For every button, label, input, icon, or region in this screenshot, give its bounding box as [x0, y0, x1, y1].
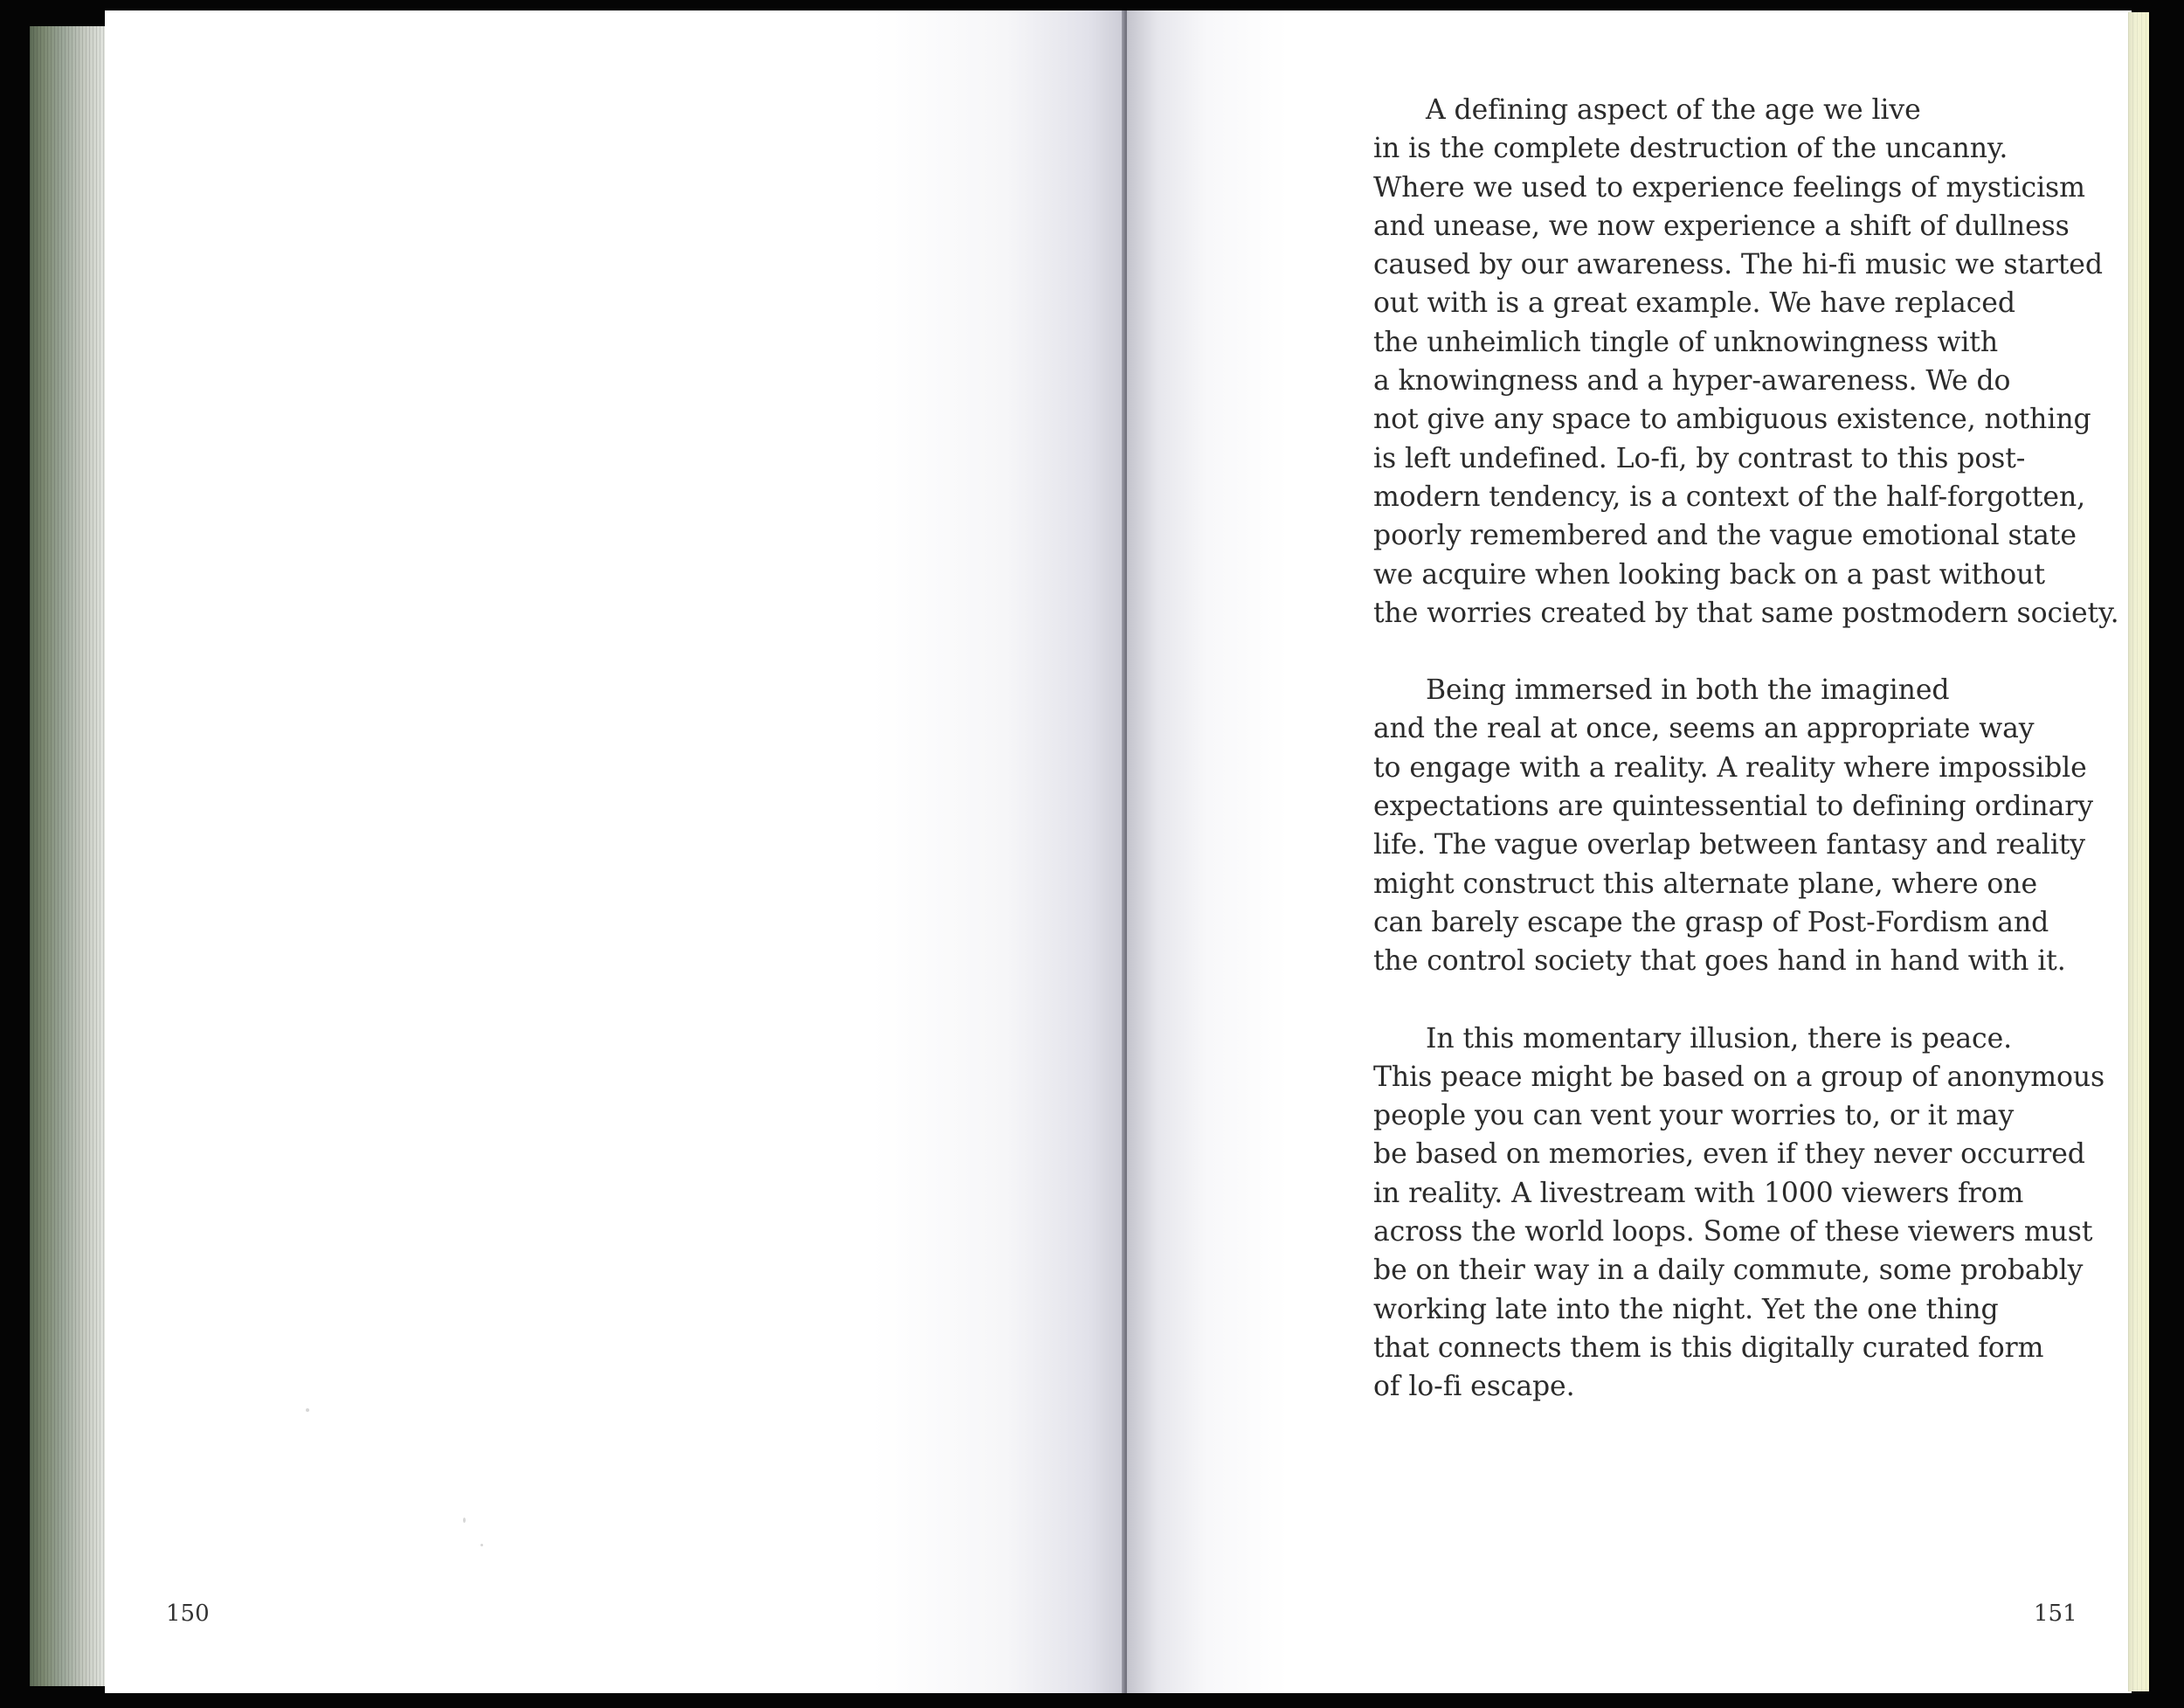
- text-line: people you can vent your worries to, or it may: [1373, 1100, 2015, 1132]
- text-line: caused by our awareness. The hi-fi music we started: [1373, 249, 2103, 281]
- text-line: life. The vague overlap between fantasy and reality: [1373, 829, 2085, 861]
- page-number-right: 151: [2034, 1601, 2077, 1627]
- text-line: of lo-fi escape.: [1373, 1371, 1575, 1403]
- text-line: can barely escape the grasp of Post-Fordism and: [1373, 906, 2049, 938]
- text-line: in is the complete destruction of the uncanny.: [1373, 133, 2008, 165]
- text-line: across the world loops. Some of these viewers must: [1373, 1216, 2093, 1248]
- paragraph: [1373, 91, 2119, 633]
- text-line: we acquire when looking back on a past without: [1373, 558, 2045, 591]
- text-line: be on their way in a daily commute, some probably: [1373, 1255, 2084, 1287]
- left-page-block-edges: [30, 26, 110, 1686]
- text-line: might construct this alternate plane, where one: [1373, 868, 2038, 900]
- paragraph: [1373, 1020, 2105, 1407]
- paper-speck: [480, 1544, 483, 1546]
- paper-speck: [306, 1408, 309, 1412]
- text-line: in reality. A livestream with 1000 viewers from: [1373, 1177, 2024, 1209]
- left-page: [105, 10, 1129, 1693]
- text-line: This peace might be based on a group of anonymous: [1373, 1061, 2105, 1093]
- right-page-block-edges: [2128, 12, 2149, 1691]
- text-line: poorly remembered and the vague emotional state: [1373, 520, 2077, 552]
- text-line: In this momentary illusion, there is peace.: [1426, 1022, 2013, 1055]
- text-line: a knowingness and a hyper-awareness. We do: [1373, 365, 2011, 398]
- text-line: not give any space to ambiguous existence, nothing: [1373, 404, 2091, 436]
- text-line: A defining aspect of the age we live: [1426, 94, 1921, 126]
- text-line: modern tendency, is a context of the half-forgotten,: [1373, 481, 2086, 513]
- text-line: is left undefined. Lo-fi, by contrast to this post-: [1373, 442, 2026, 474]
- text-line: Being immersed in both the imagined: [1426, 674, 1950, 707]
- page-number-left: 150: [166, 1601, 210, 1627]
- text-line: to engage with a reality. A reality where impossible: [1373, 751, 2087, 784]
- text-line: the worries created by that same postmodern society.: [1373, 597, 2119, 629]
- text-line: and unease, we now experience a shift of dullness: [1373, 210, 2070, 242]
- right-page-body-text: [1373, 91, 2119, 1445]
- paragraph: [1373, 671, 2093, 980]
- text-line: the control society that goes hand in hand with it.: [1373, 945, 2066, 978]
- text-line: be based on memories, even if they never occurred: [1373, 1138, 2085, 1171]
- paper-speck: [463, 1518, 466, 1523]
- text-line: and the real at once, seems an appropriate way: [1373, 713, 2035, 745]
- text-line: the unheimlich tingle of unknowingness with: [1373, 326, 1999, 358]
- text-line: Where we used to experience feelings of mysticism: [1373, 171, 2085, 204]
- text-line: working late into the night. Yet the one thing: [1373, 1293, 1999, 1325]
- text-line: out with is a great example. We have replaced: [1373, 287, 2015, 320]
- text-line: expectations are quintessential to defining ordinary: [1373, 791, 2093, 823]
- text-line: that connects them is this digitally curated form: [1373, 1331, 2044, 1364]
